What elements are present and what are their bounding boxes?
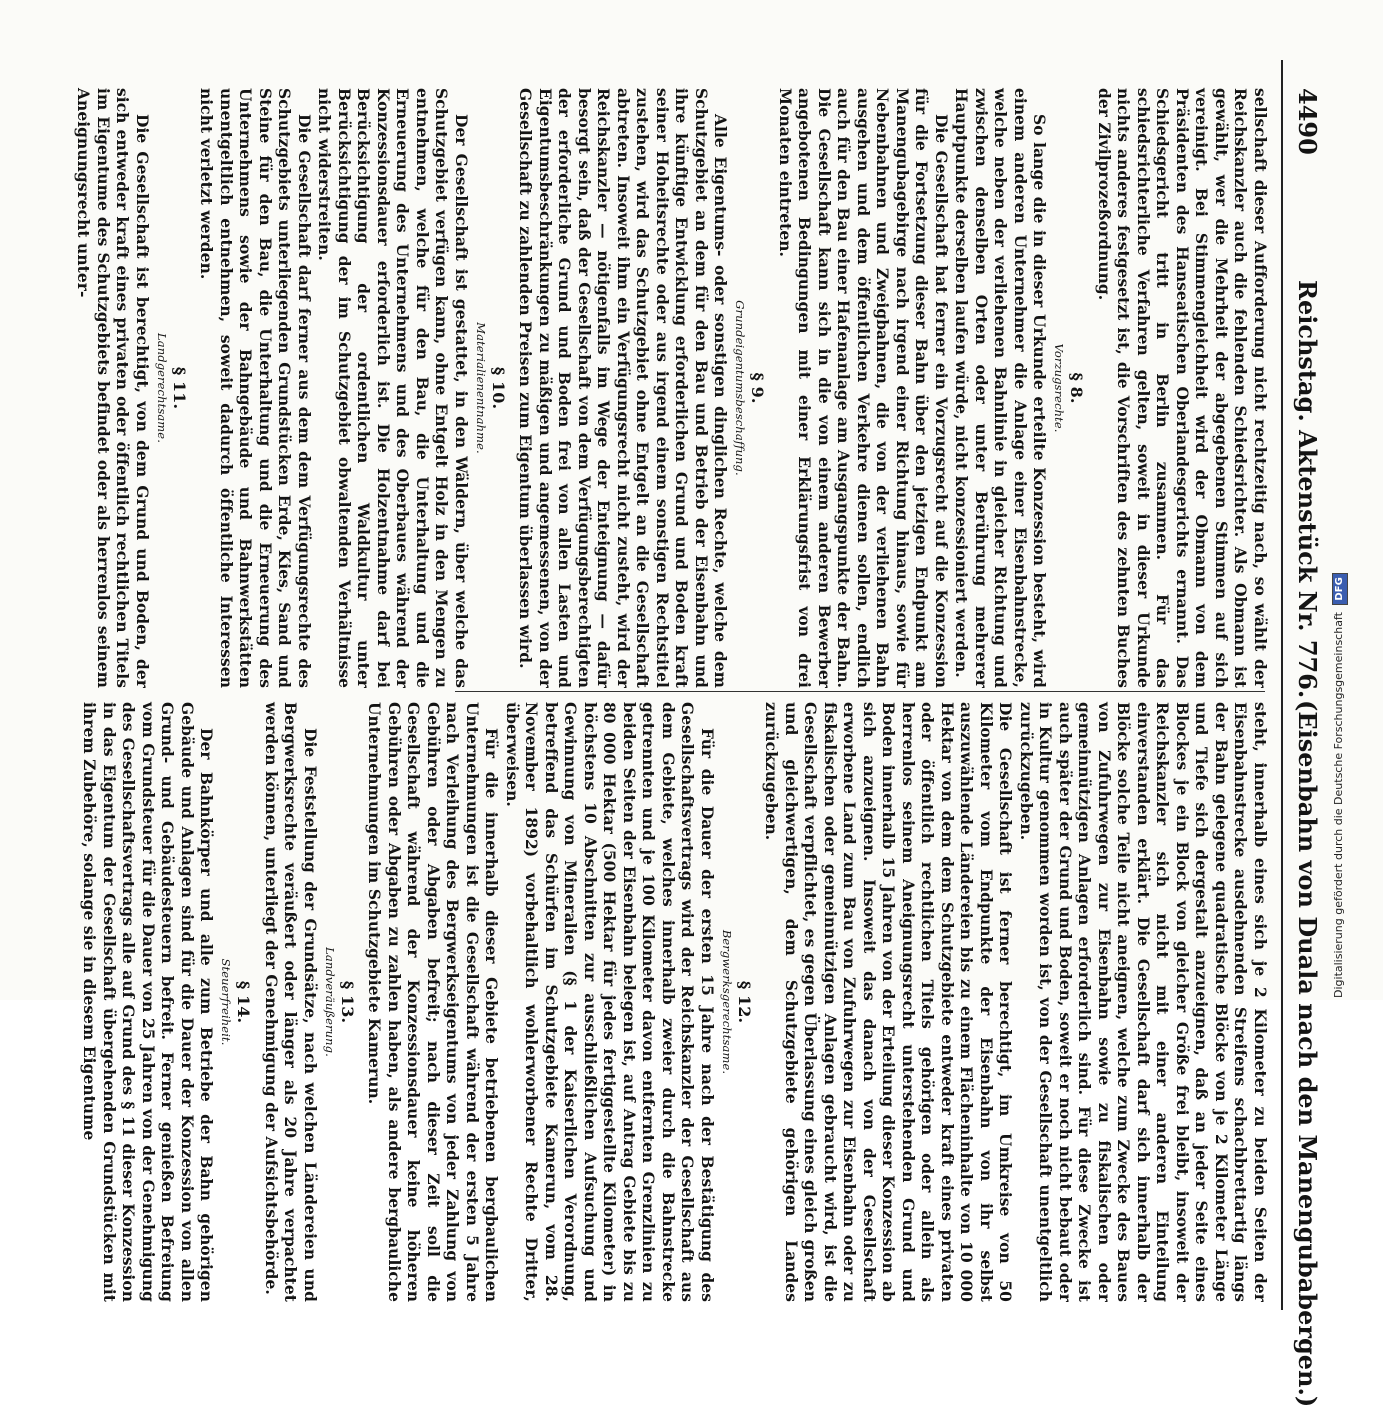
section-paragraph: Alle Eigentums- oder sonstigen dinglichen Rechte, welche dem Schutzgebiet an dem für den Bau und Betrieb der Eisenbahn und ihre künftige Entwicklung erforderlichen Grund und Boden kraft seiner Hoheitsrechte oder aus irgend einem sonstigen Rechtstitel zustehen, wird das Schutzgebiet ohne Entgelt an die Gesellschaft abtreten. Insoweit ihm ein Verfügungsrecht nicht zusteht, wird der Reichskanzler — nötigenfalls im Wege der Enteignung — dafür besorgt sein, daß der Gesellschaft von dem Verfügungsberechtigten der erforderliche Grund und Boden frei von allen Lasten und Eigentumsbeschränkungen zu mäßigen und angemessenen, von der Gesellschaft zu zahlenden Preisen zum Eigentum überlassen wird. [516, 88, 730, 688]
credit-text: Digitalisierung gefördert durch die Deutsche Forschungsgemeinschaft [1332, 612, 1345, 998]
section-heading: Steuerfreiheit. [219, 958, 234, 1046]
running-header [1289, 60, 1325, 1407]
intro-paragraph: sellschaft dieser Aufforderung nicht rechtzeitig nach, so wählt der Reichskanzler auch die fehlenden Schiedsrichter. Als Obmann ist gewählt, wer die Mehrheit der abgegebenen Stimmen auf sich vereinigt. Bei Stimmengleichheit wird der Obmann von dem Präsidenten des Hanseatischen Oberlandesgerichts ernannt. Das Schiedsgericht tritt in Berlin zusammen. Für das schiedsrichterliche Verfahren gelten, soweit in dieser Urkunde nichts anderes festgesetzt ist, die Vorschriften des zehnten Buches der Zivilprozeßordnung. [1095, 88, 1269, 688]
section-number: § 13. [338, 980, 357, 1024]
section-number: § 8. [1067, 372, 1087, 404]
section-number: § 14. [234, 980, 254, 1024]
section-paragraph: Die Gesellschaft darf ferner aus dem dem Verfügungsrechte des Schutzgebiets unterliegenden Grundstücken Erde, Kies, Sand und Steine für den Bau, die Unterhaltung und die Erneuerung des Unternehmens sowie der Bahngebäude und Bahnwerkstätten unentgeltlich entnehmen, soweit dadurch öffentliche Interessen nicht verletzt werden. [197, 88, 313, 688]
section-number: § 11. [170, 366, 189, 410]
header-rule [1281, 60, 1283, 1310]
section-paragraph: Für die Dauer der ersten 15 Jahre nach der Bestätigung des Gesellschaftsvertrags wird der Reichskanzler der Gesellschaft aus dem Gebiete, welches innerhalb zweier durch die Bahnstrecke getrennten und je 100 Kilometer davon entfernten Grenzlinien zu beiden Seiten der Eisenbahn belegen ist, auf Antrag Gebiete bis zu 80 000 Hektar (500 Hektar für jedes fertiggestellte Kilometer) in höchstens 10 Abschnitten zur ausschließlichen Aufsuchung und Gewinnung von Mineralien (§ 1 der Kaiserlichen Verordnung, betreffend das Schürfen im Schutzgebiete Kamerun, vom 28. November 1892) vorbehaltlich wohlerworbener Rechte Dritter, überweisen. [503, 702, 716, 1302]
header-title: Reichstag. Aktenstück Nr. 776. [1293, 280, 1322, 699]
section-paragraph: Die Feststellung der Grundsätze, nach welchen Ländereien und Bergwerksrechte veräußert oder länger als 20 Jahre verpachtet werden können, unterliegt der Genehmigung der Aufsichtsbehörde. [262, 702, 319, 1302]
section-paragraph: Die Gesellschaft hat ferner ein Vorzugsrecht auf die Konzession für die Fortsetzung dieser Bahn über den jetzigen Endpunkt am Manengubagebirge nach irgend einer Richtung hinaus, sowie für Nebenbahnen und Zweigbahnen, die von der verliehenen Bahn ausgehen und dem öffentlichen Verkehre dienen sollen, endlich auch für den Bau einer Hafenanlage am Ausgangspunkte der Bahn. Die Gesellschaft kann sich in die von einem anderen Bewerber angebotenen Bedingungen mit einer Erklärungsfrist von drei Monaten eintreten. [776, 88, 950, 688]
intro-paragraph: Die Gesellschaft ist ferner berechtigt, im Umkreise von 50 Kilometer vom Endpunkte der Eisenbahn von ihr selbst auszuwählende Ländereien bis zu einem Flächeninhalte von 10 000 Hektar von dem dem Schutzgebiete entweder kraft eines privaten oder öffentlich rechtlichen Titels gehörigen oder allein als herrenlos seinem Aneignungsrecht unterstehenden Grund und Boden innerhalb 15 Jahren von der Erteilung dieser Konzession ab sich anzueignen. Insoweit das danach von der Gesellschaft erworbene Land zum Bau von Zufuhrwegen zur Eisenbahn oder zu fiskalischen oder gemeinnützigen Anlagen gebraucht wird, ist die Gesellschaft verpflichtet, es gegen Überlassung eines gleich großen und gleichwertigen, dem Schutzgebiete gehörigen Landes zurückzugeben. [762, 702, 1015, 1302]
right-column [80, 702, 1269, 1302]
section-heading: Bergwerksgerechtsame. [720, 929, 734, 1075]
column-divider [455, 691, 1265, 692]
header-subject: (Eisenbahn von Duala nach den Manengubabergen.) [1293, 700, 1322, 1407]
section-paragraph: Für die innerhalb dieser Gebiete betriebenen bergbaulichen Unternehmungen ist die Gesellschaft während der ersten 5 Jahre nach Verleihung des Bergwerkseigentums von jeder Zahlung von Gebühren oder Abgaben befreit; nach dieser Zeit soll die Gesellschaft während der Konzessionsdauer keine höheren Gebühren oder Abgaben zu zahlen haben, als andere bergbauliche Unternehmungen im Schutzgebiete Kamerun. [365, 702, 501, 1302]
rotated-printed-page [74, 60, 1325, 1407]
left-column [74, 88, 1269, 688]
section-paragraph: So lange die in dieser Urkunde erteilte Konzession besteht, wird einem anderen Unternehmer die Anlage einer Eisenbahnstrecke, welche neben der verliehenen Bahnlinie in gleicher Richtung und zwischen denselben Orten oder unter Berührung mehrerer Hauptpunkte derselben laufen würde, nicht konzessioniert werden. [952, 88, 1049, 688]
section-heading: Vorzugsrechte. [1052, 343, 1067, 433]
page-number: 4490 [1293, 88, 1322, 155]
dfg-logo: DFG [1332, 573, 1348, 604]
section-paragraph: Der Gesellschaft ist gestattet, in den Wäldern, über welche das Schutzgebiet verfügen kann, ohne Entgelt Holz in den Mengen zu entnehmen, welche für den Bau, die Unterhaltung und die Erneuerung des Unternehmens und des Oberbaues während der Konzessionsdauer erforderlich ist. Die Holzentnahme darf bei Berücksichtigung der ordentlichen Waldkultur unter Berücksichtigung der im Schutzgebiet obwaltenden Verhältnisse nicht widerstreiten. [315, 88, 470, 688]
section-number: § 12. [735, 980, 754, 1024]
section-number: § 10. [489, 366, 508, 410]
intro-paragraph: steht, innerhalb eines sich je 2 Kilometer zu beiden Seiten der Eisenbahnstrecke ausdehnenden Streifens schachbrettartig längs der Bahn gelegene quadratische Blöcke von je 2 Kilometer Länge und Tiefe sich dergestalt anzueignen, daß an jeder Seite eines Blockes je ein Block von gleicher Größe frei bleibt, insoweit der Reichskanzler sich nicht mit einer anderen Einteilung einverstanden erklärt. Die Gesellschaft darf sich innerhalb der Blöcke solche Teile nicht aneignen, welche zum Zwecke des Baues von Zufuhrwegen zur Eisenbahn sowie zu fiskalischen oder gemeinnützigen Anlagen erforderlich sind. Für diese Zwecke ist auch später der Grund und Boden, soweit er noch nicht bebaut oder in Kultur genommen worden ist, von der Gesellschaft unentgeltlich zurückzugeben. [1017, 702, 1269, 1302]
section-heading: Landveräußerung. [323, 947, 337, 1057]
section-heading: Materialienentnahme. [474, 322, 488, 454]
section-paragraph: Der Bahnkörper und alle zum Betriebe der Bahn gehörigen Gebäude und Anlagen sind für die Dauer der Konzession von allen Grund- und Gebäudesteuern befreit. Ferner genießen Befreiung vom Grundsteuer für die Dauer von 25 Jahren von der Genehmigung des Gesellschaftsvertrags alle auf Grund des § 11 dieser Konzession in das Eigentum der Gesellschaft übergehenden Grundstücken mit ihrem Zubehöre, solange sie in diesem Eigentume [80, 702, 216, 1302]
digitization-credit [1328, 0, 1350, 998]
section-heading: Grundeigentumsbeschaffung. [733, 300, 748, 476]
section-paragraph: Die Gesellschaft ist berechtigt, von dem Grund und Boden, der sich entweder kraft eines privaten oder öffentlich rechtlichen Titels im Eigentume des Schutzgebiets befindet oder als herrenlos seinem Aneignungsrecht unter- [74, 88, 151, 688]
section-number: § 9. [748, 372, 768, 404]
section-heading: Landgerechtsame. [155, 333, 169, 443]
